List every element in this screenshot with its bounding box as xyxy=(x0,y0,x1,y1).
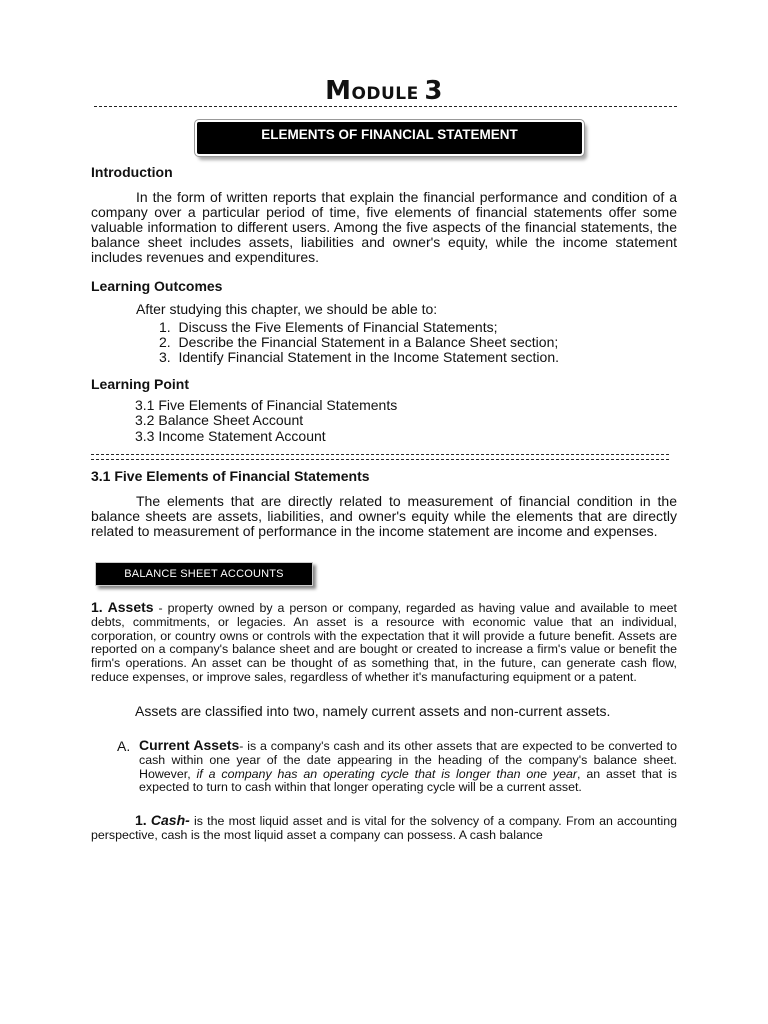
dashed-divider xyxy=(94,106,677,107)
list-item: 2. Describe the Financial Statement in a Balance Sheet section; xyxy=(159,334,559,350)
list-item: 3.2 Balance Sheet Account xyxy=(135,412,304,428)
list-item: 3. Identify Financial Statement in the Income Statement section. xyxy=(159,349,560,365)
list-item: 3.3 Income Statement Account xyxy=(135,428,326,444)
section-text: The elements that are directly related to measurement of financial condition in the balance sheets are assets, liabilities, and owner's equity while the elements that are directly related to measurement of performance in the income statement are income and expenses. xyxy=(91,493,677,539)
list-item: 3.1 Five Elements of Financial Statements xyxy=(135,397,398,413)
introduction-text: In the form of written reports that explain the financial performance and condition of a company over a particular period of time, five elements of financial statements offer some valuable information to different users. Among the five aspects of the financial statements, the balance sheet includes assets, liabilities and owner's equity, while the income statement includes revenues and expenditures. xyxy=(91,189,677,265)
current-assets-letter: A. xyxy=(117,738,131,754)
cash-paragraph: 1. Cash- is the most liquid asset and is vital for the solvency of a company. From an accounting perspective, cash is the most liquid asset a company can possess. A cash balance xyxy=(91,812,677,842)
learning-outcomes-lead: After studying this chapter, we should be able to: xyxy=(136,301,438,317)
learning-point-heading: Learning Point xyxy=(91,376,189,392)
assets-paragraph: 1. Assets - property owned by a person or company, regarded as having value and available to meet debts, commitments, or legacies. An asset is a resource with economic value that an individual, corporation, or country owns or controls with the expectation that it will provide a future benefit. Assets are reported on a company's balance sheet and are bought or created to increase a firm's value or benefit the firm's operations. An asset can be thought of as something that, in the future, can generate cash flow, reduce expenses, or improve sales, regardless of whether it's manufacturing equipment or a patent. xyxy=(91,599,677,684)
balance-sheet-label: BALANCE SHEET ACCOUNTS xyxy=(95,562,313,586)
chapter-banner: ELEMENTS OF FINANCIAL STATEMENT xyxy=(195,120,584,156)
list-item: 1. Discuss the Five Elements of Financial Statements; xyxy=(159,319,498,335)
double-dashed-divider xyxy=(91,454,669,460)
module-title: MODULE 3 xyxy=(325,76,443,106)
current-assets-paragraph: Current Assets- is a company's cash and its other assets that are expected to be converted to cash within one year of the date appearing in the heading of the company's balance sheet. However, if a company has an operating cycle that is longer than one year, an asset that is expected to turn to cash within that longer operating cycle will be a current asset. xyxy=(139,737,677,795)
section-heading: 3.1 Five Elements of Financial Statements xyxy=(91,468,370,484)
learning-outcomes-heading: Learning Outcomes xyxy=(91,278,223,294)
assets-classification: Assets are classified into two, namely current assets and non-current assets. xyxy=(135,703,611,719)
introduction-heading: Introduction xyxy=(91,164,173,180)
